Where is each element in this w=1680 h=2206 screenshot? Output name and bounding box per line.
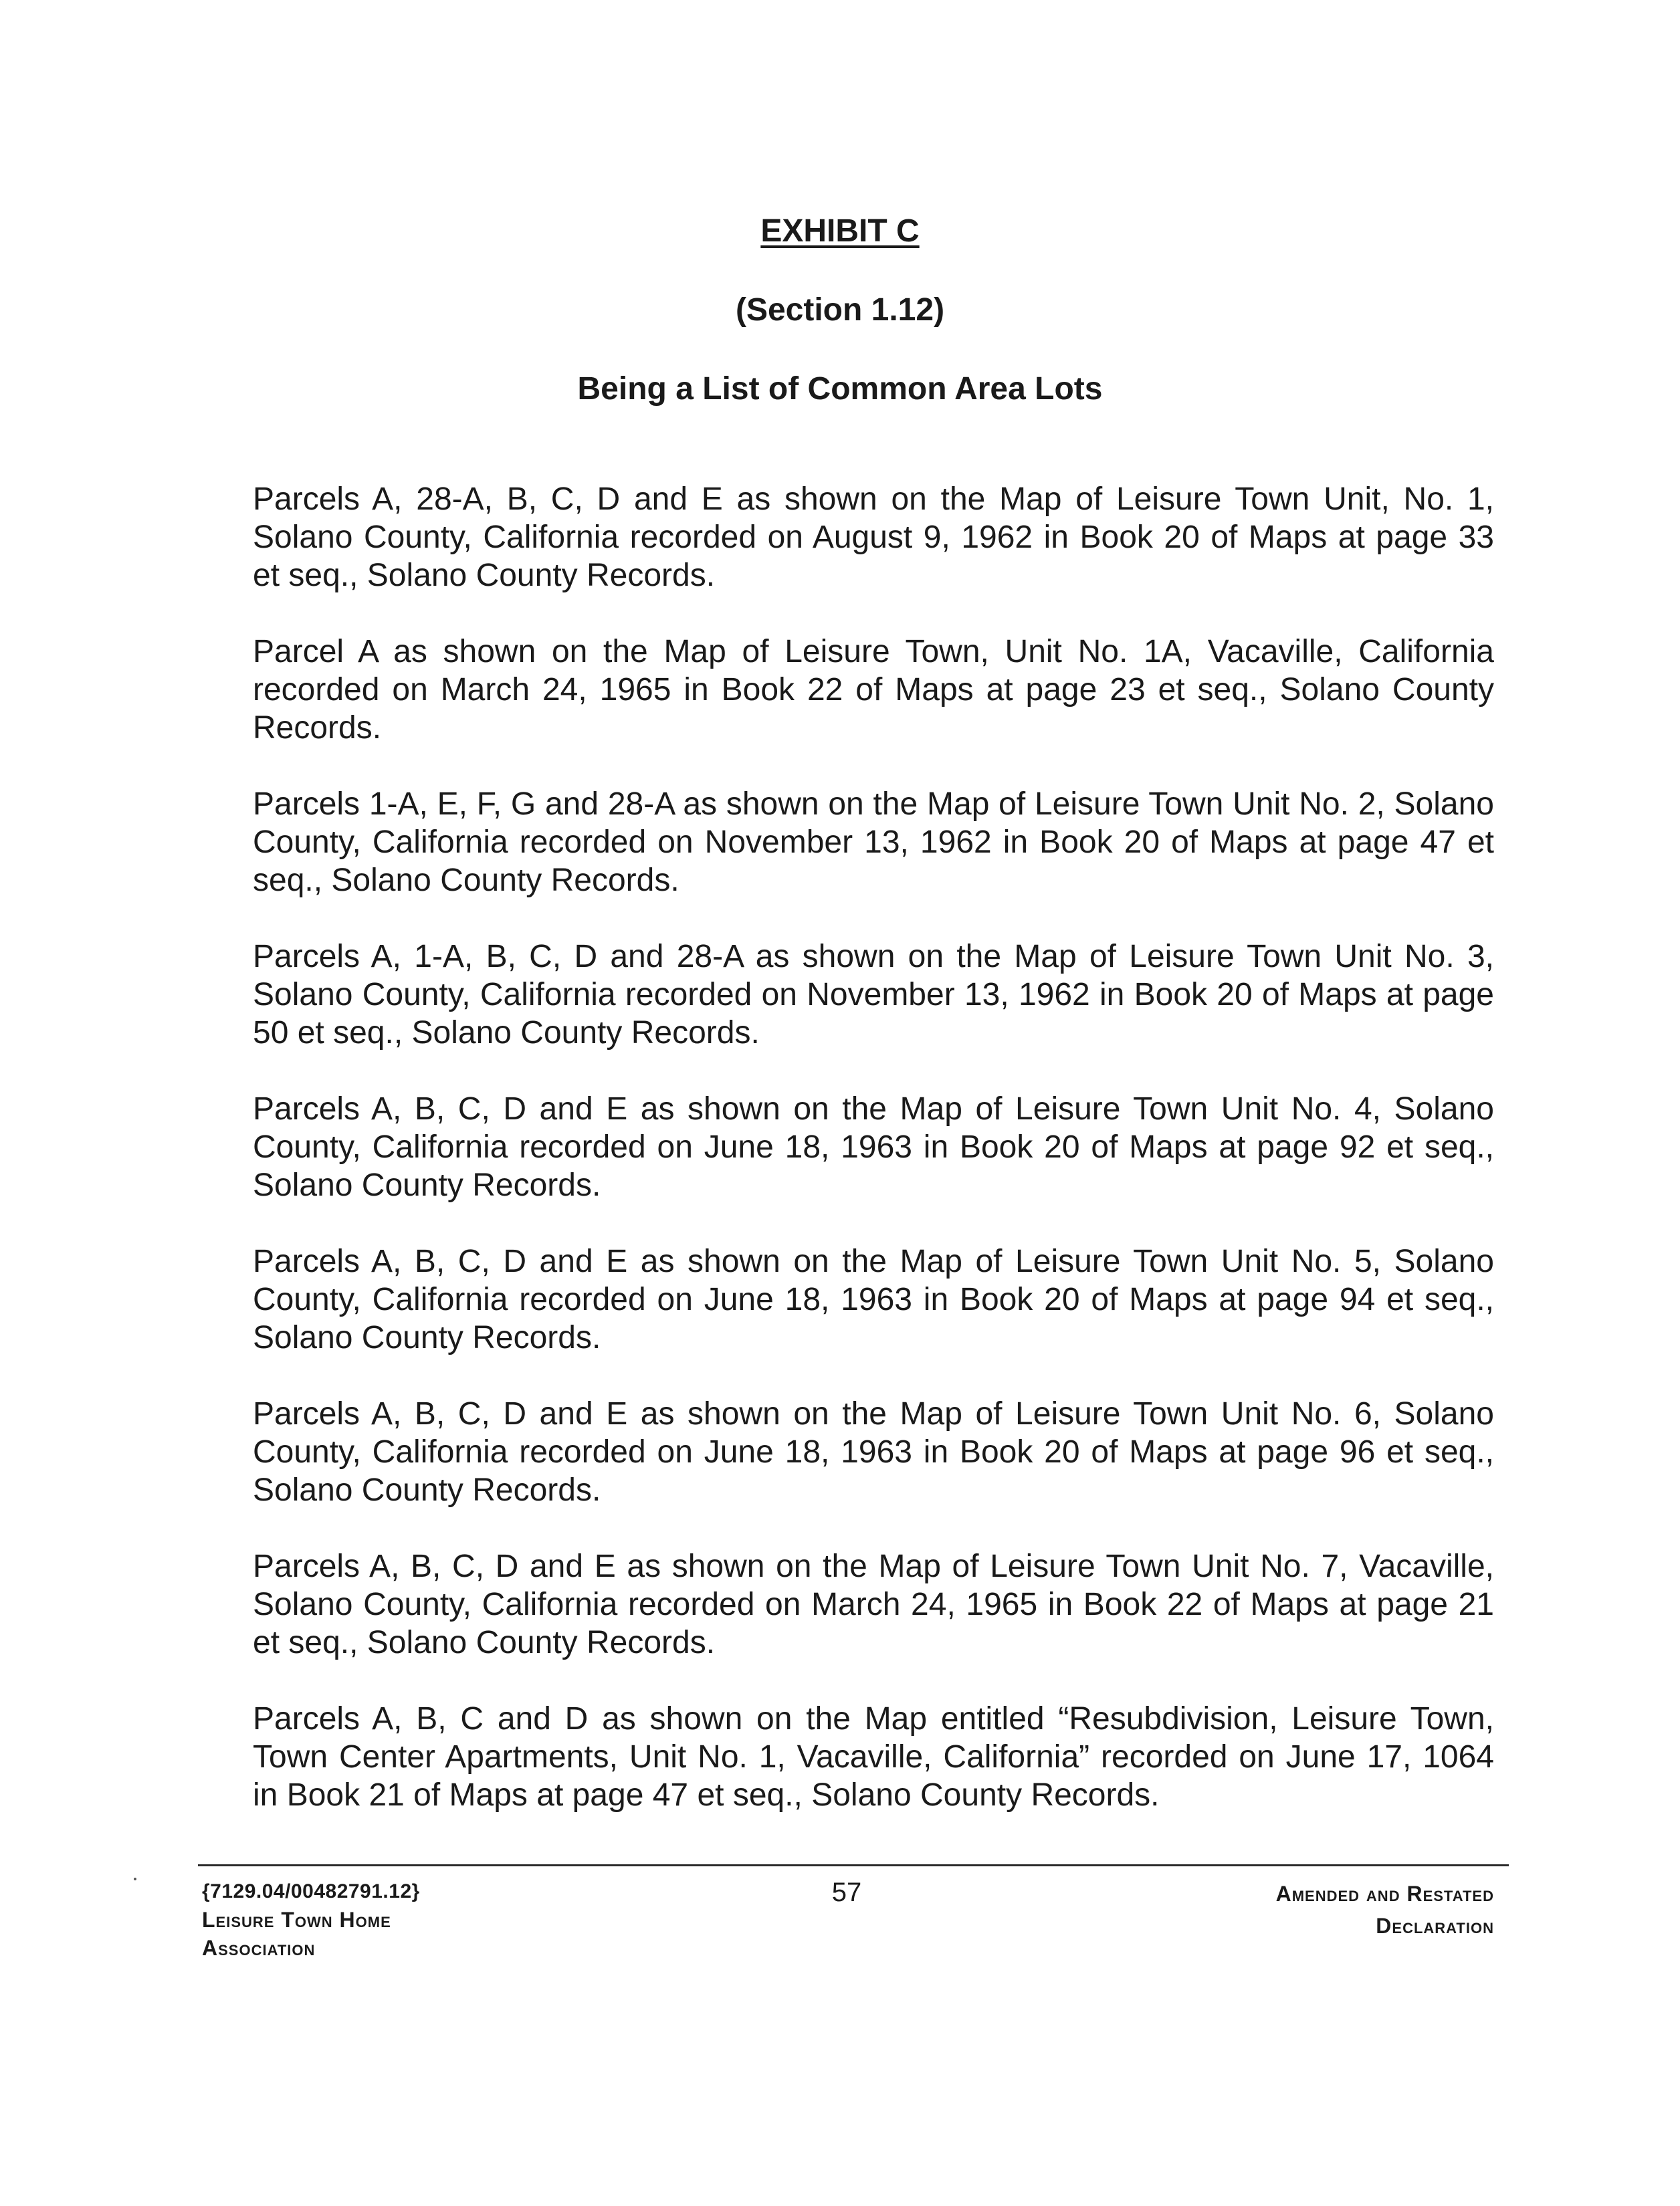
- parcel-paragraph: Parcels A, 1-A, B, C, D and 28-A as shown on the Map of Leisure Town Unit No. 3, Solano County, California recorded on November 13, 1962 in Book 20 of Maps at page 50 et seq., Solano County Records.: [253, 939, 1494, 1051]
- page-number: 57: [831, 1878, 862, 1907]
- association-name-line1: Leisure Town Home: [202, 1908, 391, 1932]
- section-reference: (Section 1.12): [735, 292, 945, 328]
- footer-divider: [198, 1864, 1509, 1866]
- footer-left-block: [202, 1878, 420, 1962]
- association-name-line2: Association: [202, 1936, 316, 1960]
- parcel-paragraph: Parcels A, 28-A, B, C, D and E as shown on the Map of Leisure Town Unit, No. 1, Solano County, California recorded on August 9, 1962 in Book 20 of Maps at page 33 et seq., Solano County Records.: [253, 481, 1494, 593]
- parcel-paragraph: Parcels A, B, C, D and E as shown on the Map of Leisure Town Unit No. 6, Solano County, California recorded on June 18, 1963 in Book 20 of Maps at page 96 et seq., Solano County Records.: [253, 1396, 1494, 1508]
- declaration-title-line2: Declaration: [1376, 1914, 1494, 1938]
- scan-speck: [134, 1878, 136, 1880]
- declaration-title-line1: Amended and Restated: [1275, 1882, 1494, 1906]
- parcel-paragraph: Parcel A as shown on the Map of Leisure Town, Unit No. 1A, Vacaville, California recorded on March 24, 1965 in Book 22 of Maps at page 23 et seq., Solano County Records.: [253, 634, 1494, 746]
- parcel-paragraph: Parcels A, B, C and D as shown on the Map entitled “Resubdivision, Leisure Town, Town Center Apartments, Unit No. 1, Vacaville, California” recorded on June 17, 1064 in Book 21 of Maps at page 47 et seq., Solano County Records.: [253, 1701, 1494, 1813]
- parcel-paragraph: Parcels 1-A, E, F, G and 28-A as shown on the Map of Leisure Town Unit No. 2, Solano County, California recorded on November 13, 1962 in Book 20 of Maps at page 47 et seq., Solano County Records.: [253, 786, 1494, 898]
- exhibit-title: EXHIBIT C: [760, 213, 920, 249]
- list-heading: Being a List of Common Area Lots: [577, 371, 1103, 407]
- footer-right-block: [1276, 1878, 1494, 1942]
- parcel-paragraph: Parcels A, B, C, D and E as shown on the Map of Leisure Town Unit No. 5, Solano County, California recorded on June 18, 1963 in Book 20 of Maps at page 94 et seq., Solano County Records.: [253, 1244, 1494, 1355]
- document-reference: {7129.04/00482791.12}: [202, 1880, 420, 1902]
- parcel-paragraph: Parcels A, B, C, D and E as shown on the Map of Leisure Town Unit No. 4, Solano County, California recorded on June 18, 1963 in Book 20 of Maps at page 92 et seq., Solano County Records.: [253, 1091, 1494, 1203]
- parcel-list: [253, 480, 1494, 1852]
- parcel-paragraph: Parcels A, B, C, D and E as shown on the Map of Leisure Town Unit No. 7, Vacaville, Solano County, California recorded on March 24, 1965 in Book 22 of Maps at page 21 et seq., Solano County Records.: [253, 1549, 1494, 1660]
